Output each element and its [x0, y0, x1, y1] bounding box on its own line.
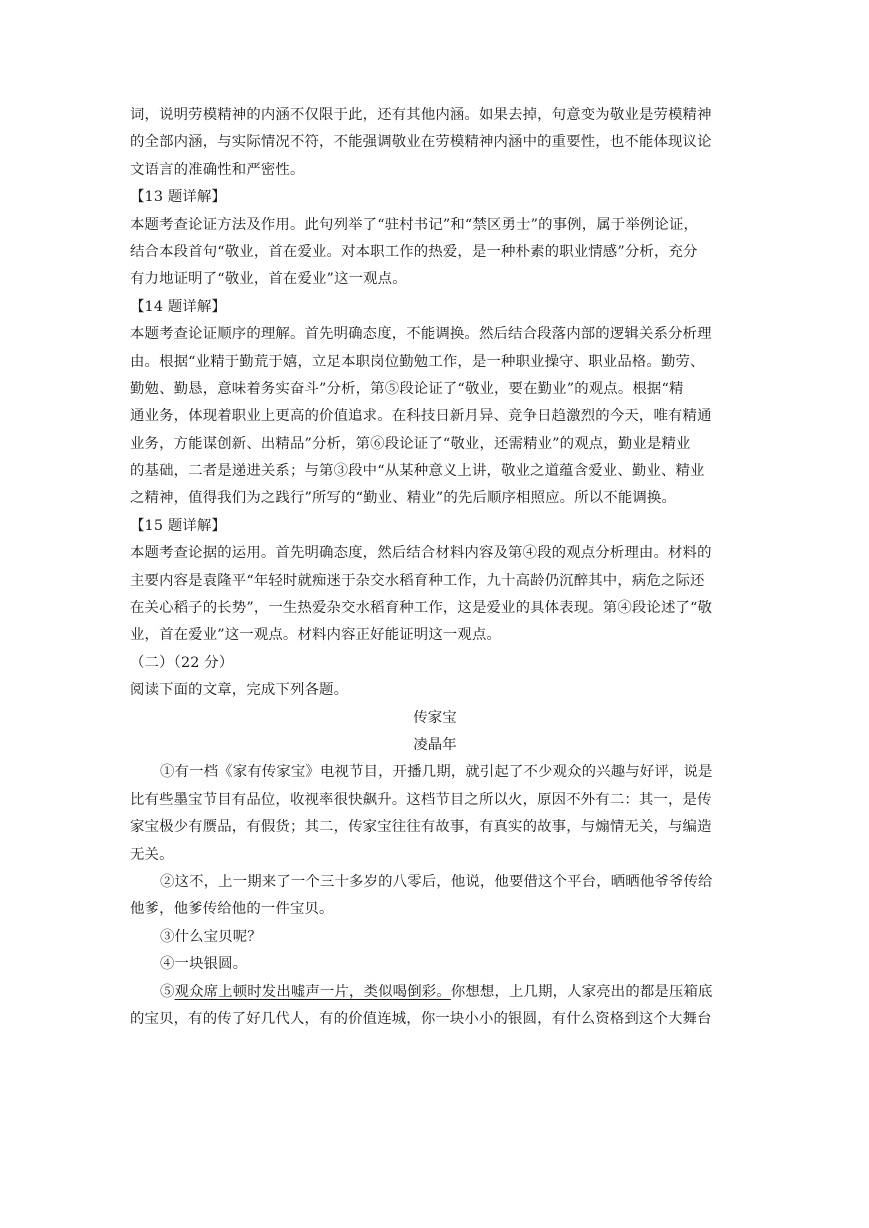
q15-explanation — [130, 513, 740, 650]
section-instruction: 阅读下面的文章，完成下列各题。 — [130, 682, 349, 699]
q14-heading: 【14 题详解】 — [130, 298, 227, 315]
text-line: 主要内容是袁隆平“年轻时就痴迷于杂交水稻育种工作，九十高龄仍沉醉其中，病危之际还 — [130, 572, 705, 589]
section-label: （二）（22 分） — [130, 654, 234, 671]
article-paragraph-1 — [130, 759, 740, 869]
q13-explanation — [130, 184, 740, 294]
text-line: 比有些墨宝节目有品位，收视率很快飙升。这档节目之所以火，原因不外有二：其一，是传 — [130, 791, 712, 808]
text-line: 在关心稻子的长势”，一生热爱杂交水稻育种工作，这是爱业的具体表现。第④段论述了“敬 — [130, 600, 713, 617]
text-line: 本题考查论证顺序的理解。首先明确态度，不能调换。然后结合段落内部的逻辑关系分析理 — [130, 326, 712, 343]
text-line: 的全部内涵，与实际情况不符，不能强调敬业在劳模精神内涵中的重要性，也不能体现议论 — [130, 134, 712, 151]
text-line: 由。根据“业精于勤荒于嬉，立足本职岗位勤勉工作，是一种职业操守、职业品格。勤劳、 — [130, 353, 705, 370]
text-line: 文语言的准确性和严密性。 — [130, 161, 305, 178]
text-line: 家宝极少有赝品，有假货；其二，传家宝往往有故事，有真实的故事，与煽情无关，与编造 — [130, 819, 712, 836]
text-line: 之精神，值得我们为之践行”所写的“勤业、精业”的先后顺序相照应。所以不能调换。 — [130, 490, 676, 507]
article-paragraph-2 — [130, 869, 740, 924]
paragraph-number: ⑤ — [160, 983, 175, 1000]
q14-explanation — [130, 294, 740, 513]
text-line: 的宝贝，有的传了好几代人，有的价值连城，你一块小小的银圆，有什么资格到这个大舞台 — [130, 1010, 712, 1027]
document-page — [130, 102, 740, 1033]
q13-heading: 【13 题详解】 — [130, 189, 227, 206]
article-title: 传家宝 — [413, 709, 457, 726]
text-line: 的基础，二者是递进关系；与第③段中“从某种意义上讲，敬业之道蕴含爱业、勤业、精业 — [130, 463, 705, 480]
text-line: ②这不，上一期来了一个三十多岁的八零后，他说，他要借这个平台，晒晒他爷爷传给 — [160, 873, 713, 890]
underlined-sentence: 观众席上顿时发出嘘声一片，类似喝倒彩。 — [174, 983, 451, 1000]
text-line: 通业务，体现着职业上更高的价值追求。在科技日新月异、竞争日趋激烈的今天，唯有精通 — [130, 408, 712, 425]
article-author: 凌晶年 — [413, 736, 457, 753]
article-paragraph-3: ③什么宝贝呢？ — [160, 928, 262, 945]
text-line: 本题考查论据的运用。首先明确态度，然后结合材料内容及第④段的观点分析理由。材料的 — [130, 545, 712, 562]
article-paragraph-4: ④一块银圆。 — [160, 956, 248, 973]
sentence-rest: 你想想，上几期，人家亮出的都是压箱底 — [450, 983, 713, 1000]
q15-heading: 【15 题详解】 — [130, 517, 227, 534]
text-line: 业，首在爱业”这一观点。材料内容正好能证明这一观点。 — [130, 627, 502, 644]
text-line: 结合本段首句“敬业，首在爱业。对本职工作的热爱，是一种朴素的职业情感”分析，充分 — [130, 243, 698, 260]
text-line: 勤勉、勤恳，意味着务实奋斗”分析，第⑤段论证了“敬业，要在勤业”的观点。根据“精 — [130, 380, 684, 397]
text-line: 本题考查论证方法及作用。此句列举了“驻村书记”和“禁区勇士”的事例，属于举例论证， — [130, 216, 699, 233]
article-paragraph-5 — [130, 979, 740, 1034]
text-line: 词，说明劳模精神的内涵不仅限于此，还有其他内涵。如果去掉，句意变为敬业是劳模精神 — [130, 107, 712, 123]
text-line: 业务，方能谋创新、出精品”分析，第⑥段论证了“敬业，还需精业”的观点，勤业是精业 — [130, 435, 691, 452]
text-line: 他爹，他爹传给他的一件宝贝。 — [130, 901, 334, 918]
text-line — [130, 979, 740, 1006]
text-line: 有力地证明了“敬业，首在爱业”这一观点。 — [130, 271, 407, 288]
text-line: ①有一档《家有传家宝》电视节目，开播几期，就引起了不少观众的兴趣与好评，说是 — [160, 764, 713, 781]
text-line: 无关。 — [130, 846, 174, 863]
q12-answer-tail — [130, 102, 740, 184]
